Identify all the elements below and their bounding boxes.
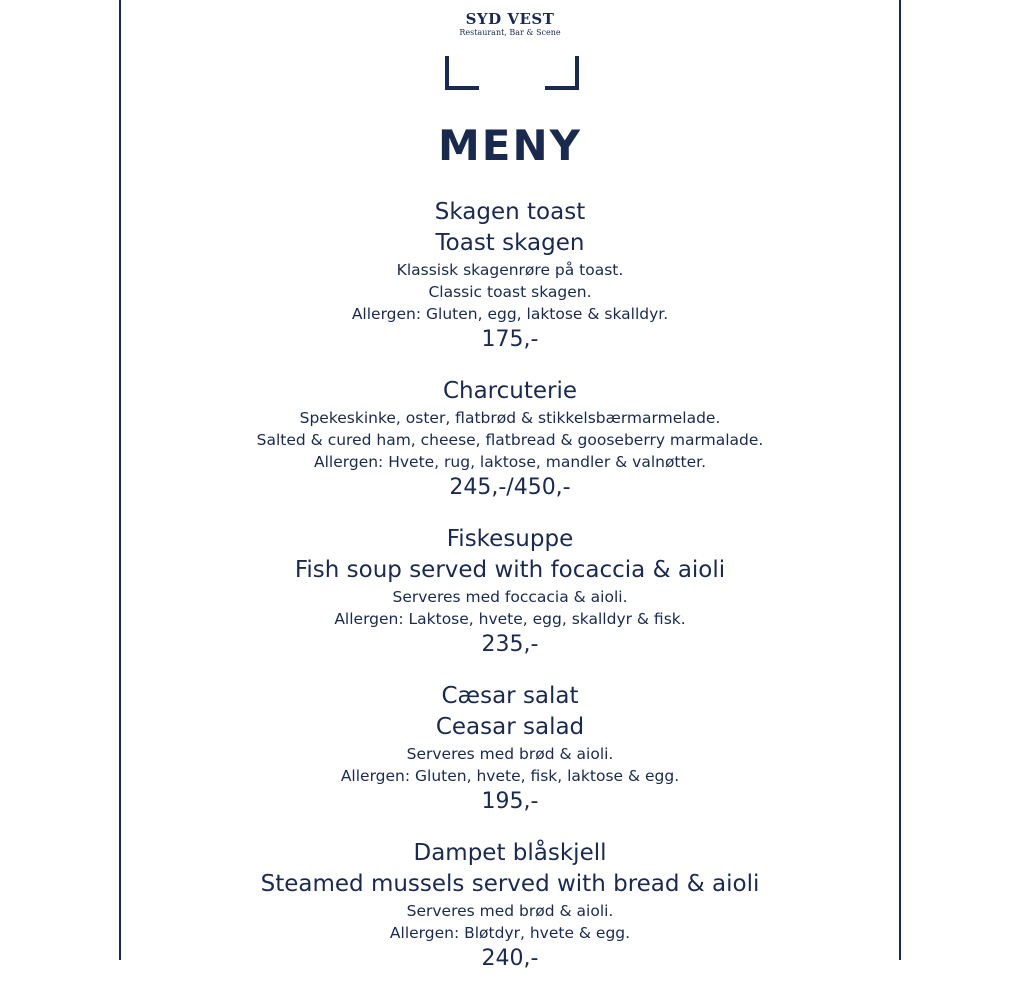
item-allergens: Allergen: Hvete, rug, laktose, mandler & valnøtter. xyxy=(314,453,706,471)
item-price: 235,- xyxy=(481,632,539,657)
item-description: Spekeskinke, oster, flatbrød & stikkelsbærmarmelade. xyxy=(299,409,721,427)
item-description-english: Classic toast skagen. xyxy=(428,283,592,301)
item-name-english: Ceasar salad xyxy=(435,714,585,740)
menu-item xyxy=(121,681,899,817)
item-description: Serveres med foccacia & aioli. xyxy=(392,588,628,606)
item-price: 175,- xyxy=(481,327,539,352)
brand-subtitle: Restaurant, Bar & Scene xyxy=(459,28,561,37)
item-name-english: Toast skagen xyxy=(435,230,585,256)
menu-title: MENY xyxy=(437,121,583,170)
item-name: Charcuterie xyxy=(442,378,578,404)
item-name: Cæsar salat xyxy=(441,683,579,709)
item-price: 240,- xyxy=(481,946,539,971)
frame-corner-right-icon xyxy=(545,56,579,90)
item-description-english: Salted & cured ham, cheese, flatbread & gooseberry marmalade. xyxy=(256,431,764,449)
item-allergens: Allergen: Gluten, egg, laktose & skalldyr. xyxy=(351,305,669,323)
item-price: 195,- xyxy=(481,789,539,814)
item-description: Klassisk skagenrøre på toast. xyxy=(396,261,624,279)
item-allergens: Allergen: Gluten, hvete, fisk, laktose & egg. xyxy=(340,767,680,785)
item-name-english: Fish soup served with focaccia & aioli xyxy=(294,557,726,583)
item-name: Skagen toast xyxy=(434,199,586,225)
item-name: Dampet blåskjell xyxy=(413,840,607,866)
brand-name: SYD VEST xyxy=(465,10,555,28)
item-description: Serveres med brød & aioli. xyxy=(406,745,614,763)
item-name-english: Steamed mussels served with bread & aioli xyxy=(260,871,760,897)
decorative-frame-corners xyxy=(445,56,579,90)
item-allergens: Allergen: Bløtdyr, hvete & egg. xyxy=(389,924,631,942)
item-allergens: Allergen: Laktose, hvete, egg, skalldyr & fisk. xyxy=(334,610,686,628)
menu-item xyxy=(121,524,899,660)
item-name: Fiskesuppe xyxy=(446,526,574,552)
menu-page xyxy=(119,0,901,971)
brand-logo xyxy=(121,10,899,38)
menu-item xyxy=(121,197,899,355)
menu-item xyxy=(121,838,899,974)
item-description: Serveres med brød & aioli. xyxy=(406,902,614,920)
frame-corner-left-icon xyxy=(445,56,479,90)
menu-items-list xyxy=(121,197,899,995)
menu-item xyxy=(121,376,899,503)
item-price: 245,-/450,- xyxy=(449,475,571,500)
